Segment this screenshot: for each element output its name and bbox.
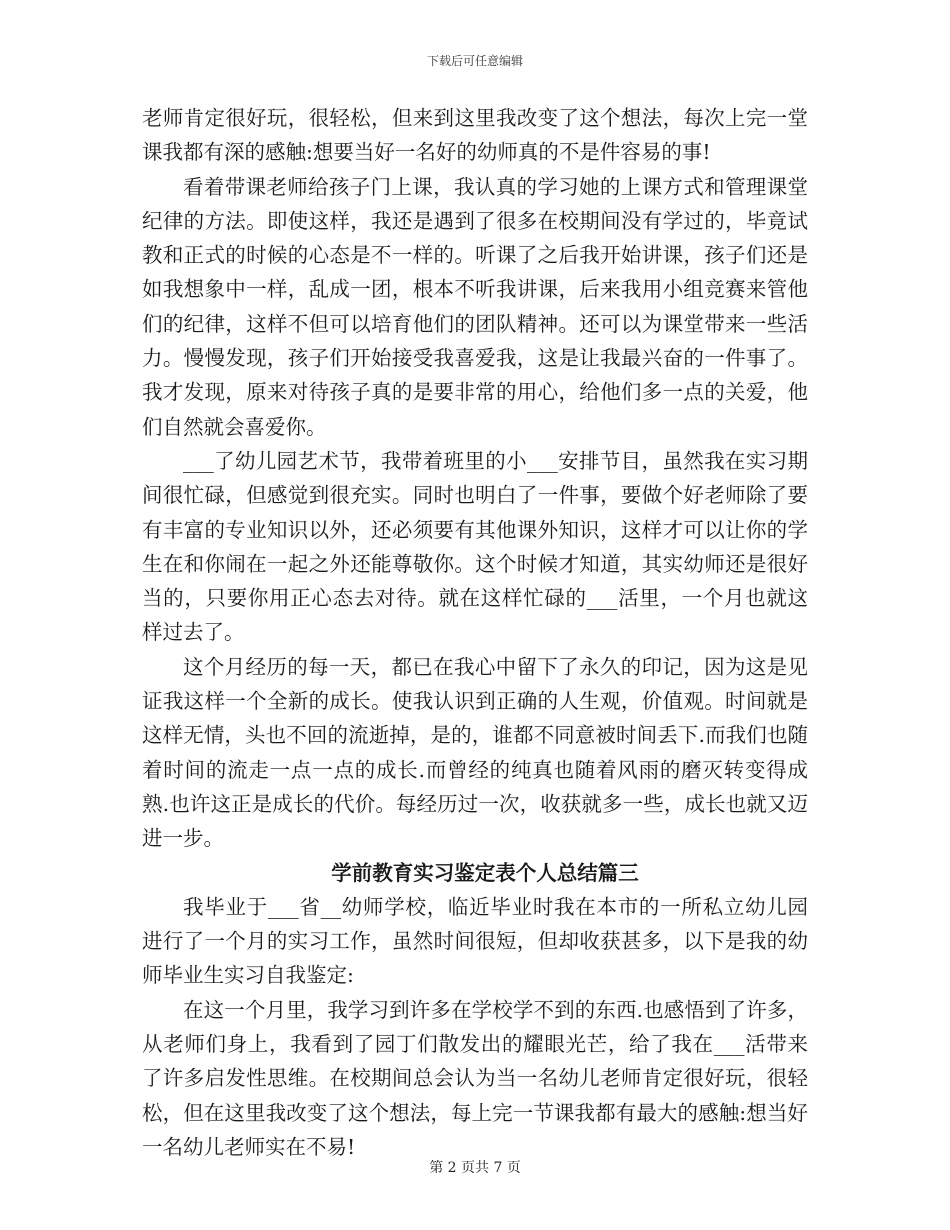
paragraph: 我毕业于___省__幼师学校，临近毕业时我在本市的一所私立幼儿园进行了一个月的实习工作，虽然时间很短，但却收获甚多，以下是我的幼师毕业生实习自我鉴定: xyxy=(142,894,808,988)
paragraph: 在这一个月里，我学习到许多在学校学不到的东西.也感悟到了许多，从老师们身上，我看到了园丁们散发出的耀眼光芒，给了我在___活带来了许多启发性思维。在校期间总会认为当一名幼儿老师肯定很好玩，很轻松，但在这里我改变了这个想法，每上完一节课我都有最大的感触:想当好一名幼儿老师实在不易! xyxy=(142,997,808,1159)
paragraph-continuation: 老师肯定很好玩，很轻松，但来到这里我改变了这个想法，每次上完一堂课我都有深的感触:想要当好一名好的幼师真的不是件容易的事! xyxy=(142,106,808,165)
paragraph: 看着带课老师给孩子门上课，我认真的学习她的上课方式和管理课堂纪律的方法。即使这样，我还是遇到了很多在校期间没有学过的，毕竟试教和正式的时候的心态是不一样的。听课了之后我开始讲课，孩子们还是如我想象中一样，乱成一团，根本不听我讲课，后来我用小组竞赛来管他们的纪律，这样不但可以培育他们的团队精神。还可以为课堂带来一些活力。慢慢发现，孩子们开始接受我喜爱我，这是让我最兴奋的一件事了。我才发现，原来对待孩子真的是要非常的用心，给他们多一点的关爱，他们自然就会喜爱你。 xyxy=(142,174,808,439)
page-header: 下载后可任意编辑 xyxy=(426,54,523,68)
paragraph: 这个月经历的每一天，都已在我心中留下了永久的印记，因为这是见证我这样一个全新的成长。使我认识到正确的人生观，价值观。时间就是这样无情，头也不回的流逝掉，是的，谁都不同意被时间丢下.而我们也随着时间的流走一点一点的成长.而曾经的纯真也随着风雨的磨灭转变得成熟.也许这正是成长的代价。每经历过一次，收获就多一些，成长也就又迈进一步。 xyxy=(142,654,808,851)
section-title: 学前教育实习鉴定表个人总结篇三 xyxy=(331,860,639,885)
document-body xyxy=(142,101,808,1164)
page-footer: 第 2 页共 7 页 xyxy=(429,1160,521,1176)
paragraph: ___了幼儿园艺术节，我带着班里的小___安排节目，虽然我在实习期间很忙碌，但感觉到很充实。同时也明白了一件事，要做个好老师除了要有丰富的专业知识以外，还必须要有其他课外知识，这样才可以让你的学生在和你闹在一起之外还能尊敬你。这个时候才知道，其实幼师还是很好当的，只要你用正心态去对待。就在这样忙碌的___活里，一个月也就这样过去了。 xyxy=(142,448,808,645)
